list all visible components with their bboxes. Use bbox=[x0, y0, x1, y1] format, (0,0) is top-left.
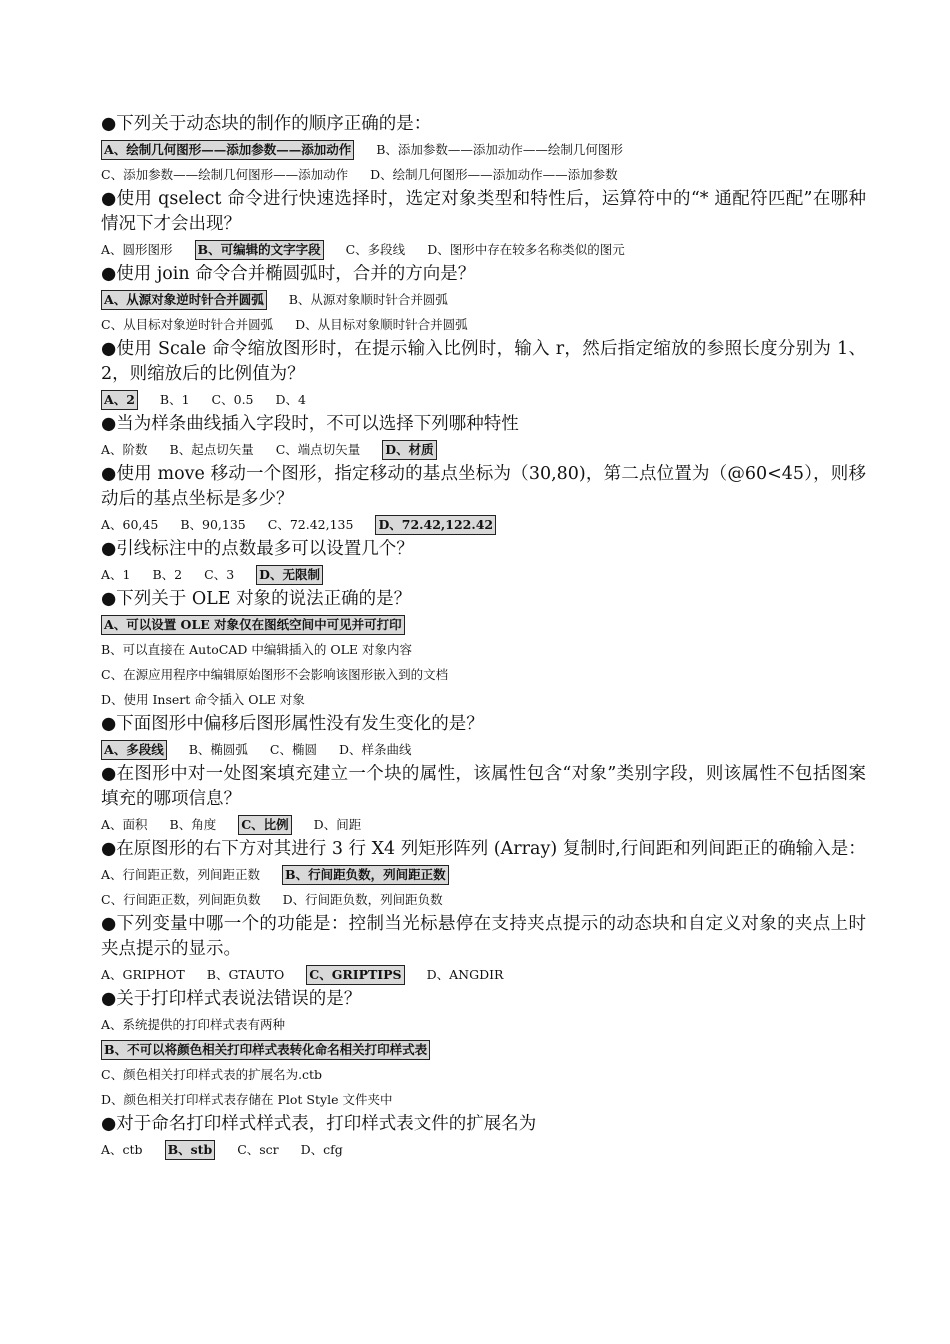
answer-option: B、椭圆弧 bbox=[188, 742, 248, 757]
correct-answer-option: B、不可以将颜色相关打印样式表转化命名相关打印样式表 bbox=[101, 1040, 430, 1060]
correct-answer-option: A、从源对象逆时针合并圆弧 bbox=[101, 290, 267, 310]
correct-answer-option: D、无限制 bbox=[256, 565, 323, 585]
answer-option: C、0.5 bbox=[211, 392, 254, 407]
answer-option: C、颜色相关打印样式表的扩展名为.ctb bbox=[101, 1067, 323, 1082]
answer-option: B、角度 bbox=[169, 817, 217, 832]
question-text: ●使用 move 移动一个图形，指定移动的基点坐标为（30,80)，第二点位置为（@60<45），则移动后的基点坐标是多少？ bbox=[101, 464, 866, 509]
option-row bbox=[101, 137, 866, 162]
option-row bbox=[101, 1087, 866, 1112]
correct-answer-option: A、可以设置 OLE 对象仅在图纸空间中可见并可打印 bbox=[101, 615, 405, 635]
answer-option: C、从目标对象逆时针合并圆弧 bbox=[101, 317, 274, 332]
answer-option: B、1 bbox=[159, 392, 190, 407]
answer-option: C、行间距正数，列间距负数 bbox=[101, 892, 261, 907]
answer-option: D、使用 Insert 命令插入 OLE 对象 bbox=[101, 692, 305, 707]
correct-answer-option: A、多段线 bbox=[101, 740, 167, 760]
option-row bbox=[101, 1012, 866, 1037]
correct-answer-option: D、72.42,122.42 bbox=[375, 515, 496, 535]
answer-option: A、1 bbox=[101, 567, 131, 582]
question-text: ●下列变量中哪一个的功能是：控制当光标悬停在支持夹点提示的动态块和自定义对象的夹点上时夹点提示的显示。 bbox=[101, 914, 866, 959]
option-row bbox=[101, 812, 866, 837]
option-row bbox=[101, 1037, 866, 1062]
option-row bbox=[101, 887, 866, 912]
option-row bbox=[101, 737, 866, 762]
answer-option: A、ctb bbox=[101, 1142, 143, 1157]
answer-option: C、端点切矢量 bbox=[275, 442, 361, 457]
answer-option: A、行间距正数，列间距正数 bbox=[101, 867, 261, 882]
answer-option: D、4 bbox=[275, 392, 306, 407]
correct-answer-option: D、材质 bbox=[382, 440, 436, 460]
answer-option: C、72.42,135 bbox=[267, 517, 354, 532]
correct-answer-option: B、行间距负数，列间距正数 bbox=[282, 865, 449, 885]
answer-option: A、GRIPHOT bbox=[101, 967, 185, 982]
option-row bbox=[101, 687, 866, 712]
correct-answer-option: C、GRIPTIPS bbox=[306, 965, 404, 985]
answer-option: D、cfg bbox=[300, 1142, 343, 1157]
answer-option: A、阶数 bbox=[101, 442, 148, 457]
answer-option: D、颜色相关打印样式表存储在 Plot Style 文件夹中 bbox=[101, 1092, 393, 1107]
question-text: ●使用 join 命令合并椭圆弧时，合并的方向是？ bbox=[101, 264, 476, 284]
answer-option: A、面积 bbox=[101, 817, 148, 832]
option-row bbox=[101, 862, 866, 887]
question-text: ●使用 Scale 命令缩放图形时，在提示输入比例时，输入 r，然后指定缩放的参照长度分别为 1、2，则缩放后的比例值为？ bbox=[101, 339, 866, 384]
question-text: ●使用 qselect 命令进行快速选择时，选定对象类型和特性后，运算符中的“* 通配符匹配”在哪种情况下才会出现？ bbox=[101, 189, 866, 234]
answer-option: D、从目标对象顺时针合并圆弧 bbox=[295, 317, 468, 332]
option-row bbox=[101, 562, 866, 587]
question-text: ●在图形中对一处图案填充建立一个块的属性，该属性包含“对象”类别字段，则该属性不包括图案填充的哪项信息？ bbox=[101, 764, 866, 809]
answer-option: D、绘制几何图形——添加动作——添加参数 bbox=[370, 167, 618, 182]
correct-answer-option: B、stb bbox=[165, 1140, 216, 1160]
option-row bbox=[101, 387, 866, 412]
answer-option: B、90,135 bbox=[180, 517, 246, 532]
answer-option: A、系统提供的打印样式表有两种 bbox=[101, 1017, 286, 1032]
answer-option: A、圆形图形 bbox=[101, 242, 173, 257]
answer-option: D、间距 bbox=[313, 817, 362, 832]
correct-answer-option: A、2 bbox=[101, 390, 138, 410]
question-text: ●下面图形中偏移后图形属性没有发生变化的是？ bbox=[101, 714, 484, 734]
question-text: ●关于打印样式表说法错误的是？ bbox=[101, 989, 362, 1009]
question-text: ●在原图形的右下方对其进行 3 行 X4 列矩形阵列 (Array) 复制时,行间距和列间距正的确输入是： bbox=[101, 839, 866, 859]
answer-option: B、从源对象顺时针合并圆弧 bbox=[288, 292, 448, 307]
answer-option: A、60,45 bbox=[101, 517, 159, 532]
option-row bbox=[101, 437, 866, 462]
answer-option: C、在源应用程序中编辑原始图形不会影响该图形嵌入到的文档 bbox=[101, 667, 449, 682]
answer-option: B、可以直接在 AutoCAD 中编辑插入的 OLE 对象内容 bbox=[101, 642, 412, 657]
option-row bbox=[101, 287, 866, 312]
answer-option: C、椭圆 bbox=[269, 742, 317, 757]
correct-answer-option: B、可编辑的文字字段 bbox=[195, 240, 324, 260]
option-row bbox=[101, 662, 866, 687]
question-text: ●下列关于 OLE 对象的说法正确的是？ bbox=[101, 589, 412, 609]
option-row bbox=[101, 1062, 866, 1087]
question-text: ●当为样条曲线插入字段时，不可以选择下列哪种特性 bbox=[101, 414, 519, 434]
option-row bbox=[101, 962, 866, 987]
option-row bbox=[101, 162, 866, 187]
option-row bbox=[101, 512, 866, 537]
answer-option: C、多段线 bbox=[345, 242, 406, 257]
question-text: ●下列关于动态块的制作的顺序正确的是： bbox=[101, 114, 432, 134]
quiz-document bbox=[101, 112, 866, 1162]
option-row bbox=[101, 237, 866, 262]
answer-option: D、图形中存在较多名称类似的图元 bbox=[427, 242, 625, 257]
correct-answer-option: A、绘制几何图形——添加参数——添加动作 bbox=[101, 140, 354, 160]
correct-answer-option: C、比例 bbox=[238, 815, 291, 835]
answer-option: D、行间距负数，列间距负数 bbox=[282, 892, 443, 907]
option-row bbox=[101, 612, 866, 637]
answer-option: B、起点切矢量 bbox=[169, 442, 254, 457]
answer-option: C、3 bbox=[204, 567, 235, 582]
answer-option: C、添加参数——绘制几何图形——添加动作 bbox=[101, 167, 349, 182]
answer-option: D、样条曲线 bbox=[338, 742, 412, 757]
answer-option: B、2 bbox=[152, 567, 183, 582]
answer-option: B、GTAUTO bbox=[206, 967, 285, 982]
answer-option: D、ANGDIR bbox=[426, 967, 504, 982]
option-row bbox=[101, 1137, 866, 1162]
option-row bbox=[101, 637, 866, 662]
answer-option: B、添加参数——添加动作——绘制几何图形 bbox=[376, 142, 623, 157]
question-text: ●引线标注中的点数最多可以设置几个？ bbox=[101, 539, 414, 559]
question-text: ●对于命名打印样式样式表，打印样式表文件的扩展名为 bbox=[101, 1114, 537, 1134]
option-row bbox=[101, 312, 866, 337]
answer-option: C、scr bbox=[237, 1142, 279, 1157]
